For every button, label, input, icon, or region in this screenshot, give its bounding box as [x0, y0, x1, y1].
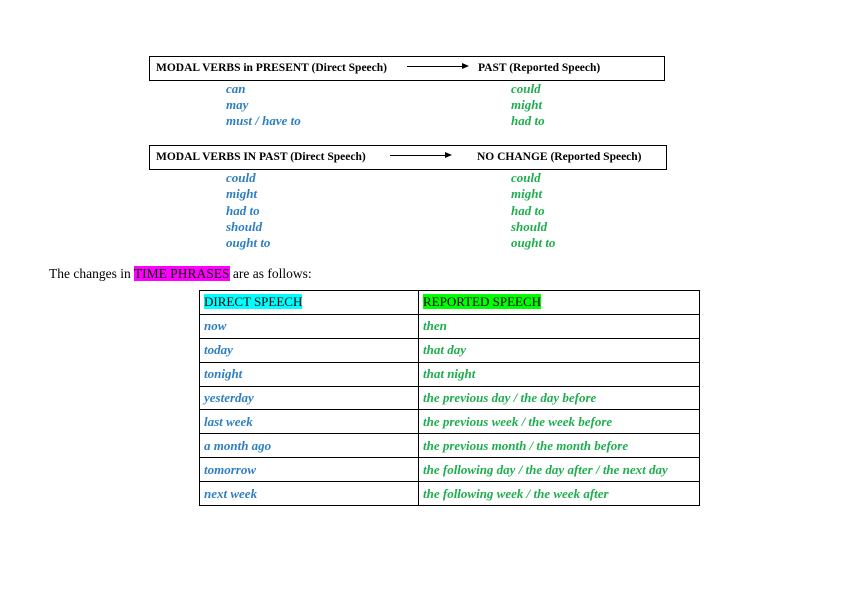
reported-speech-header: REPORTED SPEECH — [423, 294, 542, 310]
table-header-row — [200, 291, 700, 315]
past-direct-verb: had to — [226, 203, 260, 218]
direct-cell: now — [200, 314, 419, 338]
direct-cell: tomorrow — [200, 458, 419, 482]
no-change-label: NO CHANGE (Reported Speech) — [477, 151, 642, 163]
no-change-verb: ought to — [511, 235, 556, 250]
table-row — [200, 482, 700, 506]
direct-cell: a month ago — [200, 434, 419, 458]
direct-cell: last week — [200, 410, 419, 434]
no-change-verb: could — [511, 170, 541, 185]
reported-cell: that night — [419, 362, 700, 386]
direct-cell: tonight — [200, 362, 419, 386]
past-reported-label: PAST (Reported Speech) — [478, 62, 601, 74]
reported-cell: the following day / the day after / the next day — [419, 458, 700, 482]
reported-cell: then — [419, 314, 700, 338]
no-change-verb: should — [511, 219, 548, 234]
arrow-right-icon — [390, 155, 450, 156]
reported-cell: the following week / the week after — [419, 482, 700, 506]
reported-cell: the previous week / the week before — [419, 410, 700, 434]
no-change-verb: had to — [511, 203, 545, 218]
table-row — [200, 338, 700, 362]
reported-cell: the previous day / the day before — [419, 386, 700, 410]
past-direct-verb: might — [226, 186, 258, 201]
table-row — [200, 362, 700, 386]
time-phrases-highlight: TIME PHRASES — [133, 266, 230, 281]
present-modal-header-box — [149, 56, 665, 81]
present-modal-label: MODAL VERBS in PRESENT (Direct Speech) — [156, 62, 387, 74]
direct-cell: next week — [200, 482, 419, 506]
reported-cell: the previous month / the month before — [419, 434, 700, 458]
direct-cell: today — [200, 338, 419, 362]
direct-cell: yesterday — [200, 386, 419, 410]
reported-cell: that day — [419, 338, 700, 362]
past-modal-label: MODAL VERBS IN PAST (Direct Speech) — [156, 151, 366, 163]
table-row — [200, 386, 700, 410]
no-change-verb: might — [511, 186, 543, 201]
table-row — [200, 458, 700, 482]
table-row — [200, 314, 700, 338]
time-phrases-intro — [49, 266, 312, 282]
past-direct-verb: could — [226, 170, 256, 185]
time-phrases-table — [199, 290, 700, 506]
past-direct-verb: should — [226, 219, 263, 234]
past-verb: had to — [511, 113, 545, 128]
table-row — [200, 410, 700, 434]
direct-speech-header: DIRECT SPEECH — [204, 294, 303, 310]
past-verb: could — [511, 81, 541, 96]
present-verb: must / have to — [226, 113, 301, 128]
past-modal-header-box — [149, 145, 667, 170]
intro-text: The changes in — [49, 266, 134, 281]
past-verb: might — [511, 97, 543, 112]
table-row — [200, 434, 700, 458]
intro-text: are as follows: — [229, 266, 312, 281]
past-direct-verb: ought to — [226, 235, 271, 250]
present-verb: can — [226, 81, 246, 96]
arrow-right-icon — [407, 66, 467, 67]
present-verb: may — [226, 97, 249, 112]
